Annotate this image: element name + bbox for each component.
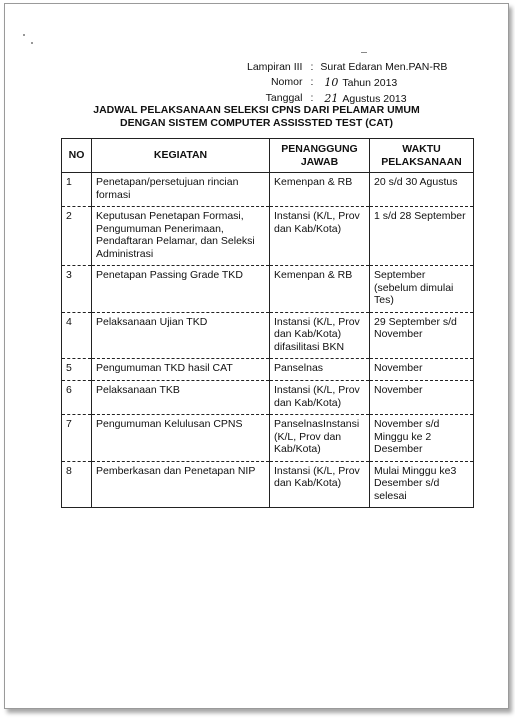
scan-speck	[31, 42, 33, 44]
attachment-reference	[245, 59, 449, 108]
row-waktu: November s/d Minggu ke 2 Desember	[370, 415, 474, 462]
lampiran-label: Lampiran III	[247, 61, 303, 73]
table-row	[62, 381, 474, 415]
nomor-value	[320, 76, 447, 90]
table-body	[62, 173, 474, 508]
row-kegiatan: Pelaksanaan TKB	[92, 381, 270, 415]
row-number: 4	[62, 312, 92, 359]
row-penanggung-jawab: Instansi (K/L, Prov dan Kab/Kota)	[270, 381, 370, 415]
row-kegiatan: Penetapan Passing Grade TKD	[92, 266, 270, 313]
header-no: NO	[62, 139, 92, 173]
row-number: 2	[62, 207, 92, 266]
row-waktu: September (sebelum dimulai Tes)	[370, 266, 474, 313]
row-number: 3	[62, 266, 92, 313]
tahun-text: Tahun 2013	[342, 77, 398, 89]
header-kegiatan: KEGIATAN	[92, 139, 270, 173]
row-kegiatan: Pengumuman TKD hasil CAT	[92, 359, 270, 381]
table-row	[62, 266, 474, 313]
lampiran-value: Surat Edaran Men.PAN-RB	[320, 61, 448, 73]
row-waktu: 20 s/d 30 Agustus	[370, 173, 474, 207]
row-waktu: Mulai Minggu ke3 Desember s/d selesai	[370, 461, 474, 508]
row-penanggung-jawab: Panselnas	[270, 359, 370, 381]
tanggal-label: Tanggal	[265, 92, 303, 104]
row-kegiatan: Pemberkasan dan Penetapan NIP	[92, 461, 270, 508]
table-row	[62, 207, 474, 266]
table-row	[62, 173, 474, 207]
row-kegiatan: Keputusan Penetapan Formasi, Pengumuman Penerimaan, Pendaftaran Pelamar, dan Seleksi Administrasi	[92, 207, 270, 266]
row-penanggung-jawab: Instansi (K/L, Prov dan Kab/Kota)	[270, 461, 370, 508]
row-number: 1	[62, 173, 92, 207]
row-number: 7	[62, 415, 92, 462]
row-kegiatan: Pengumuman Kelulusan CPNS	[92, 415, 270, 462]
table-row	[62, 359, 474, 381]
document-title-line2: DENGAN SISTEM COMPUTER ASSISSTED TEST (CAT)	[119, 117, 393, 129]
row-penanggung-jawab: Kemenpan & RB	[270, 266, 370, 313]
colon: :	[310, 76, 314, 88]
scan-speck	[23, 34, 25, 36]
scan-mark	[361, 52, 367, 53]
nomor-handwritten: 10	[324, 76, 339, 89]
row-penanggung-jawab: Kemenpan & RB	[270, 173, 370, 207]
row-number: 5	[62, 359, 92, 381]
lampiran-row	[247, 61, 447, 74]
row-kegiatan: Penetapan/persetujuan rincian formasi	[92, 173, 270, 207]
nomor-row	[247, 76, 447, 90]
row-waktu: 1 s/d 28 September	[370, 207, 474, 266]
colon: :	[310, 61, 314, 73]
row-waktu: 29 September s/d November	[370, 312, 474, 359]
table-row	[62, 415, 474, 462]
header-waktu: WAKTU PELAKSANAAN	[370, 139, 474, 173]
schedule-table	[61, 138, 474, 508]
tanggal-handwritten: 21	[324, 92, 339, 105]
row-penanggung-jawab: Instansi (K/L, Prov dan Kab/Kota) difasilitasi BKN	[270, 312, 370, 359]
table-row	[62, 312, 474, 359]
document-page	[4, 3, 509, 709]
nomor-label: Nomor	[270, 76, 303, 88]
table-header-row	[62, 139, 474, 173]
row-kegiatan: Pelaksanaan Ujian TKD	[92, 312, 270, 359]
row-waktu: November	[370, 381, 474, 415]
table-row	[62, 461, 474, 508]
row-number: 6	[62, 381, 92, 415]
tanggal-rest: Agustus 2013	[342, 93, 407, 105]
document-title-line1: JADWAL PELAKSANAAN SELEKSI CPNS DARI PELAMAR UMUM	[93, 104, 420, 116]
row-number: 8	[62, 461, 92, 508]
row-waktu: November	[370, 359, 474, 381]
row-penanggung-jawab: PanselnasInstansi (K/L, Prov dan Kab/Kota)	[270, 415, 370, 462]
header-penanggung-jawab: PENANGGUNG JAWAB	[270, 139, 370, 173]
row-penanggung-jawab: Instansi (K/L, Prov dan Kab/Kota)	[270, 207, 370, 266]
colon: :	[310, 92, 314, 104]
